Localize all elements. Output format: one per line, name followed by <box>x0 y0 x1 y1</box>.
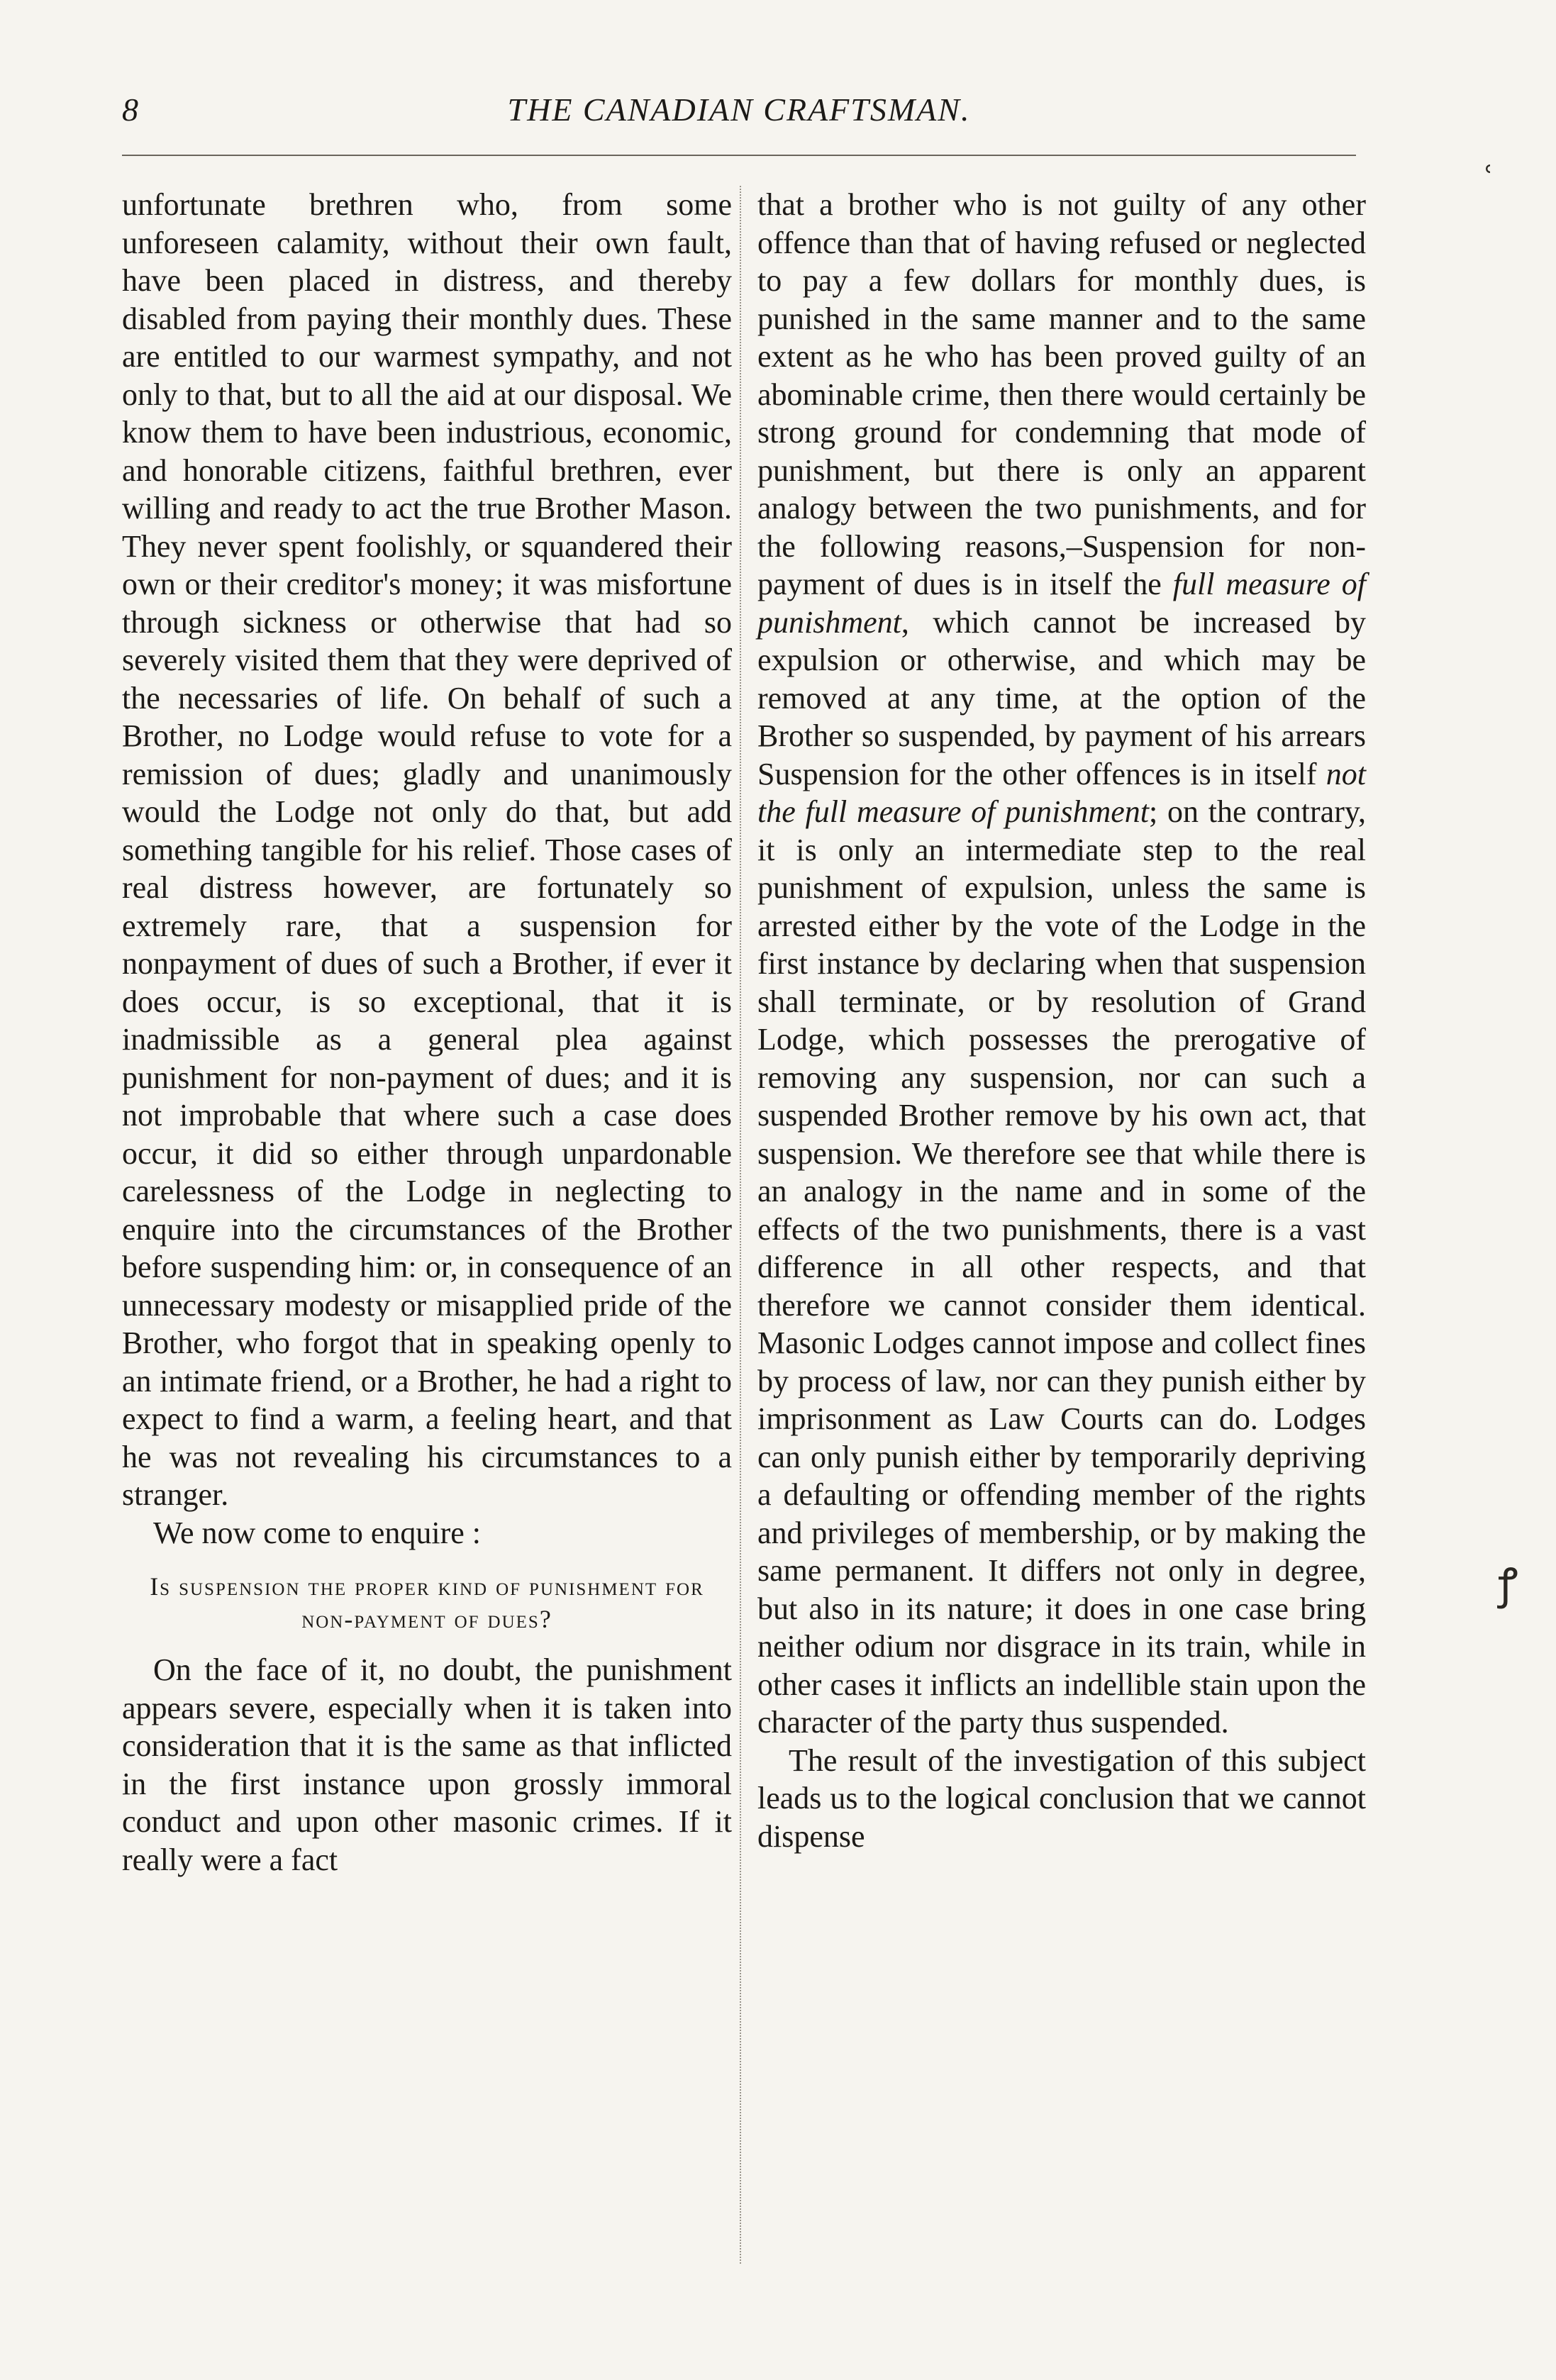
paragraph: unfortunate brethren who, from some unforeseen calamity, without their own fault, have been placed in distress, and thereby disabled from paying their monthly dues. These are entitled to our warmest sympathy, and not only to that, but to all the aid at our disposal. We know them to have been industrious, economic, and honorable citizens, faithful brethren, ever willing and ready to act the true Brother Mason. They never spent foolishly, or squandered their own or their creditor's money; it was misfortune through sickness or otherwise that had so severely visited them that they were deprived of the necessaries of life. On behalf of such a Brother, no Lodge would refuse to vote for a remission of dues; gladly and unanimously would the Lodge not only do that, but add something tangible for his relief. Those cases of real distress however, are fortunately so extremely rare, that a suspension for nonpayment of dues of such a Brother, if ever it does occur, is so exceptional, that it is inadmissible as a general plea against punishment for non-payment of dues; and it is not improbable that where such a case does occur, it did so either through unpardonable carelessness of the Lodge in neglecting to enquire into the circumstances of the Brother before suspending him: or, in consequence of an unnecessary modesty or misapplied pride of the Brother, who forgot that in speaking openly to an intimate friend, or a Brother, he had a right to expect to find a warm, a feeling heart, and that he was not revealing his circumstances to a stranger. <box>122 187 732 1512</box>
column-divider <box>740 186 741 2264</box>
margin-mark: ʿ <box>1481 158 1495 205</box>
paragraph: We now come to enquire : <box>153 1515 481 1550</box>
italic-phrase: full measure of punishment <box>757 567 1366 640</box>
paragraph: On the face of it, no doubt, the punishment appears severe, especially when it is taken into consideration that it is the same as that inflicted in the first instance upon grossly immoral conduct and upon other masonic crimes. If it really were a fact <box>122 1652 732 1877</box>
section-heading: Is suspension the proper kind of punishment for non-payment of dues? <box>150 1572 704 1633</box>
text-run: ; on the contrary, it is only an intermediate step to the real punishment of expulsion, unless the same is arrested either by the vote of the Lodge in the first instance by declaring when that suspension shall terminate, or by resolution of Grand Lodge, which possesses the prerogative of removing any suspension, nor can such a suspended Brother remove by his own act, that suspension. We therefore see that while there is an analogy in the name and in some of the effects of the two punishments, there is a vast difference in all other respects, and that therefore we cannot consider them identical. Masonic Lodges cannot impose and collect fines by process of law, nor can they punish either by imprisonment as Law Courts can do. Lodges can only punish either by temporarily depriving a defaulting or offending member of the rights and privileges of membership, or by making the same permanent. It differs not only in degree, but also in its nature; it does in one case bring neither odium nor disgrace in its train, while in other cases it inflicts an indellible stain upon the character of the party thus suspended. <box>757 794 1366 1740</box>
page-number: 8 <box>122 91 138 128</box>
italic-phrase: not the full measure of punishment <box>757 756 1366 829</box>
text-run: that a brother who is not guilty of any other offence than that of having refused or neglected to pay a few dollars for monthly dues, is punished in the same manner and to the same extent as he who has been proved guilty of an abominable crime, then there would certainly be strong ground for condemning that mode of punishment, but there is only an apparent analogy between the two punishments, and for the following reasons,–Suspension for non-payment of dues is in itself the <box>757 187 1366 601</box>
text-run: , which cannot be increased by expulsion or otherwise, and which may be removed at any time, at the option of the Brother so suspended, by payment of his arrears Suspension for the other offences is in itself <box>757 604 1366 791</box>
left-column <box>122 186 732 1879</box>
running-header <box>122 91 1356 140</box>
running-title: THE CANADIAN CRAFTSMAN. <box>507 91 971 128</box>
header-rule <box>122 155 1356 156</box>
margin-mark: ꝭ <box>1498 1561 1518 1608</box>
paragraph <box>757 186 1366 1742</box>
right-column <box>757 186 1366 1855</box>
paragraph: The result of the investigation of this subject leads us to the logical conclusion that we cannot dispense <box>757 1742 1366 1854</box>
